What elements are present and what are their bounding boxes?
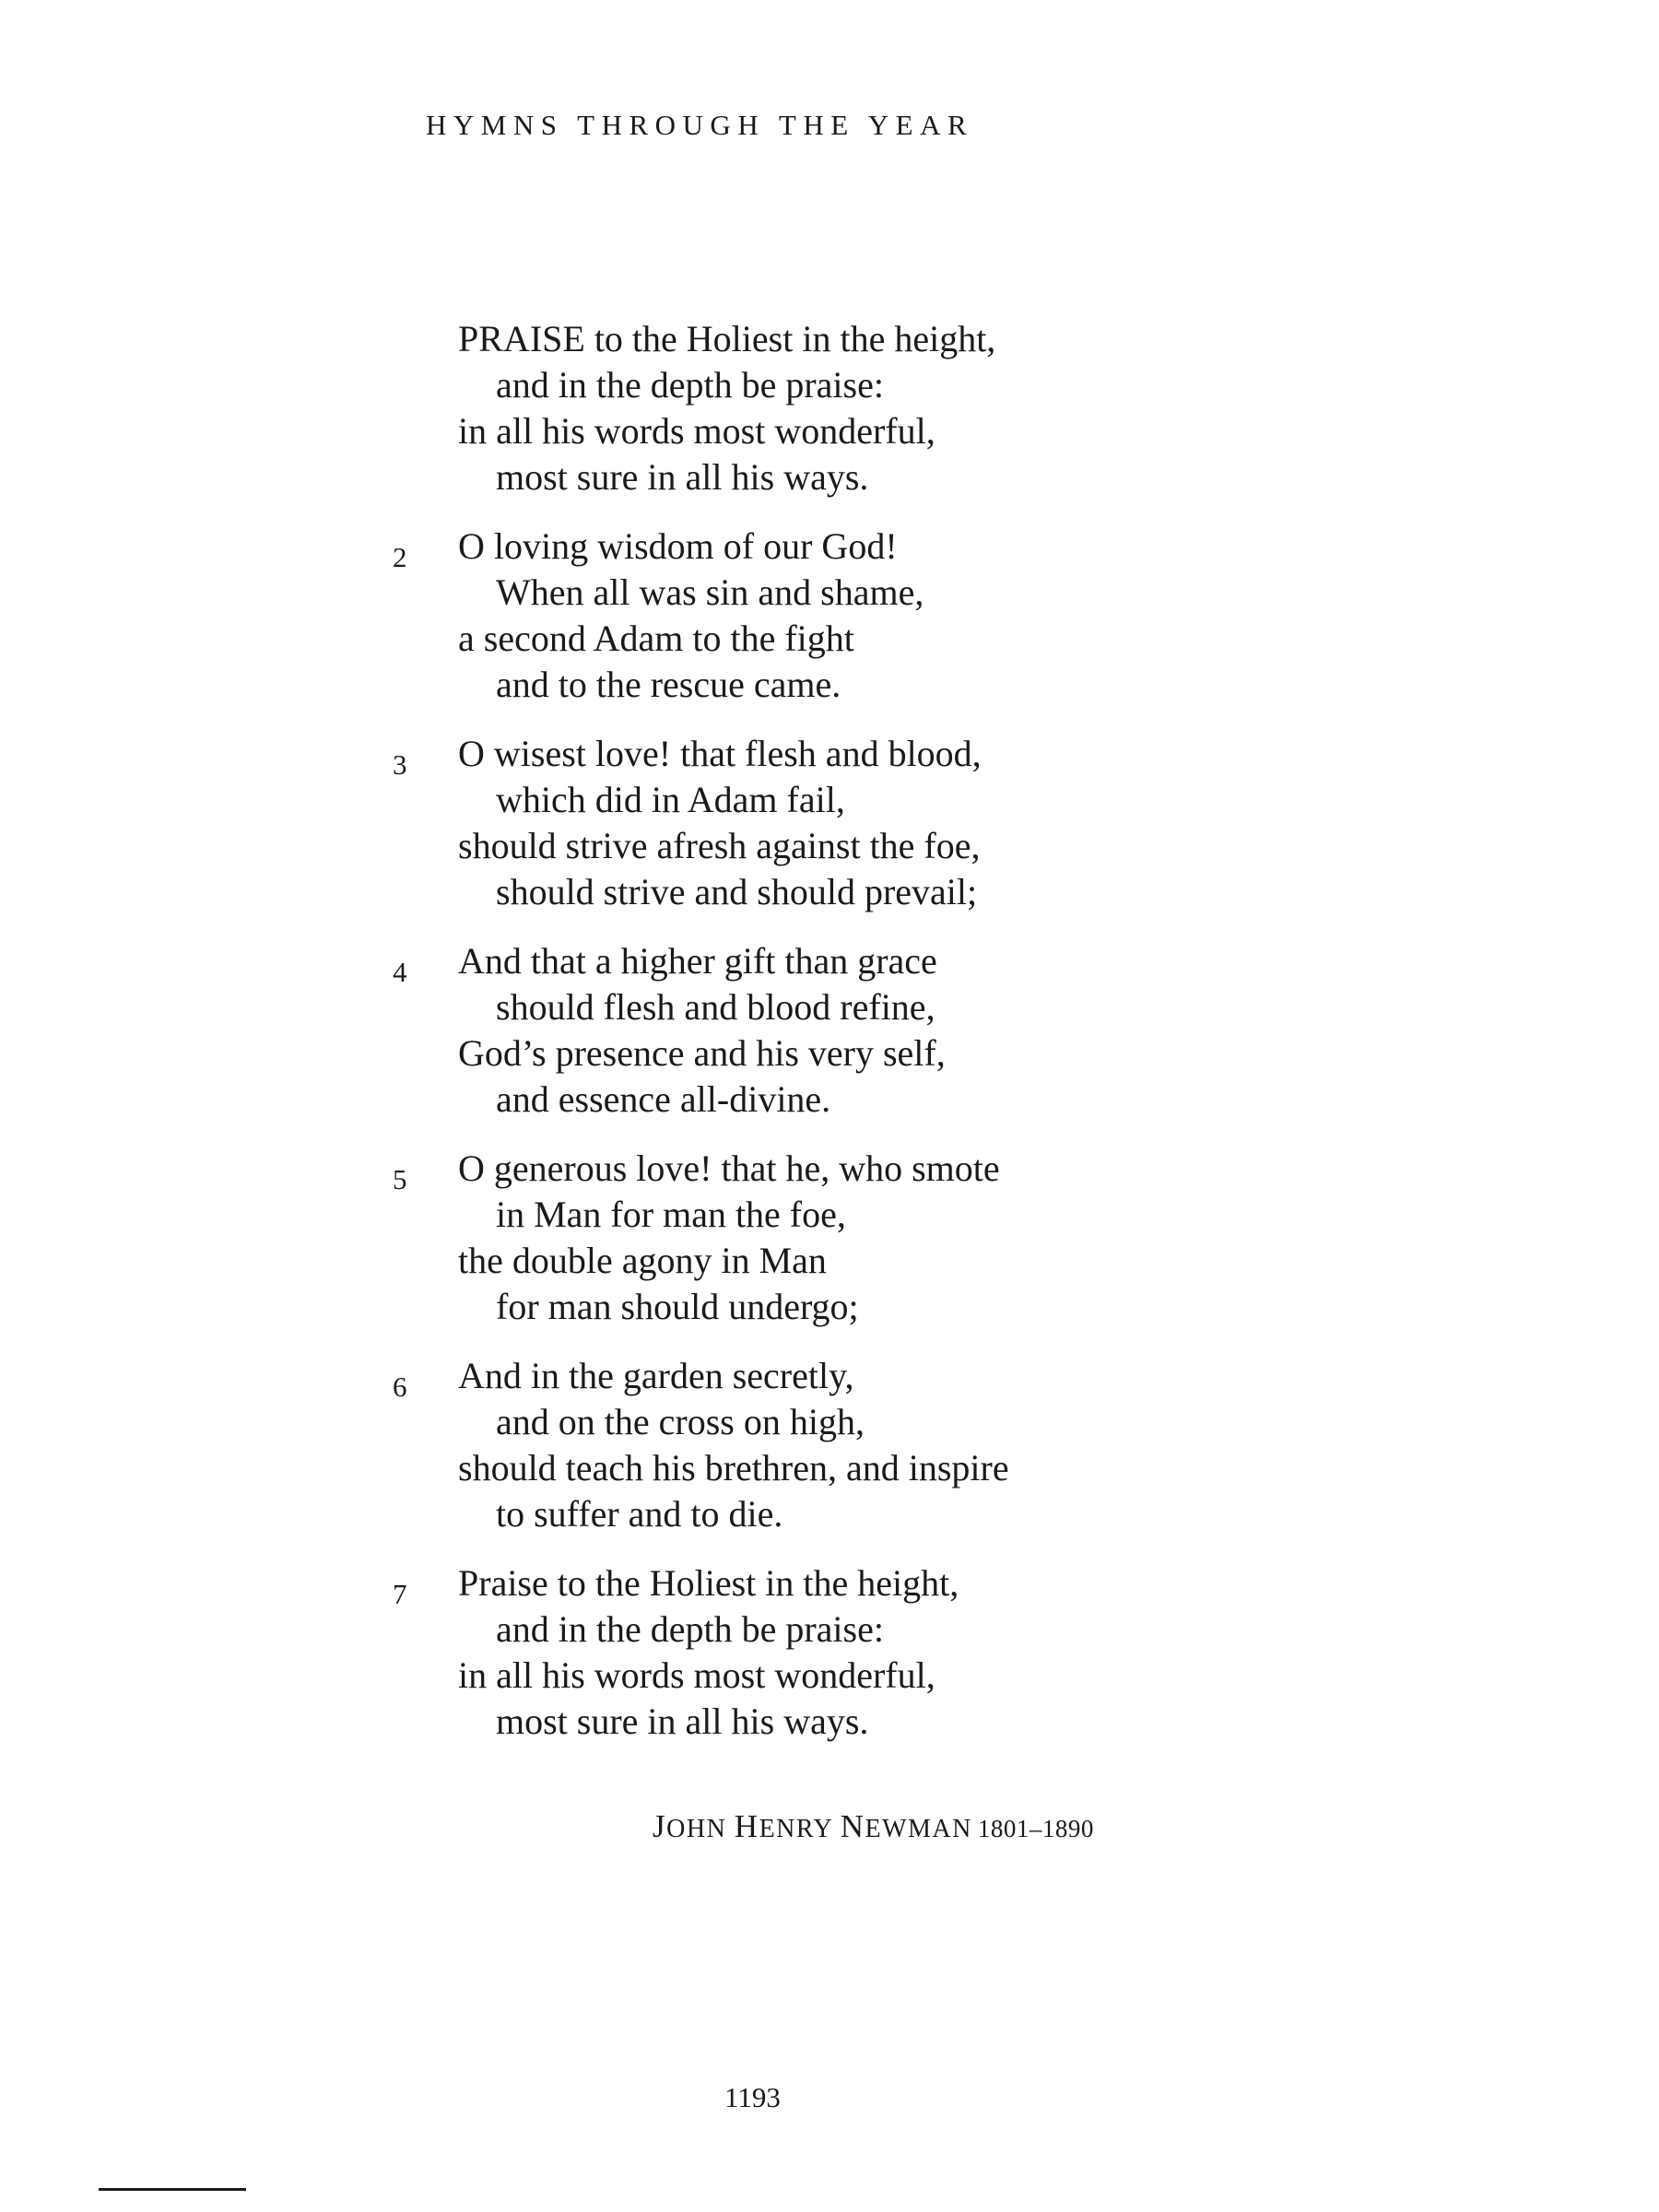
verse-line: should flesh and blood refine, bbox=[496, 986, 935, 1028]
verse-line: most sure in all his ways. bbox=[496, 1700, 869, 1742]
author-name bbox=[653, 1808, 972, 1844]
verse-line: and in the depth be praise: bbox=[496, 1608, 884, 1650]
verse-line: a second Adam to the fight bbox=[458, 618, 854, 659]
verse-number: 5 bbox=[393, 1163, 407, 1195]
author-first-initial: J bbox=[653, 1808, 667, 1844]
verse-line: for man should undergo; bbox=[496, 1286, 859, 1327]
verse-line: and to the rescue came. bbox=[496, 664, 841, 705]
footer-rule bbox=[99, 2188, 246, 2191]
verse-line bbox=[458, 316, 1659, 362]
verse-line: God’s presence and his very self, bbox=[458, 1032, 946, 1074]
verse-5 bbox=[0, 1146, 1659, 1330]
verse-line: O loving wisdom of our God! bbox=[458, 525, 898, 567]
verse-number: 3 bbox=[393, 748, 407, 781]
verse-line: in Man for man the foe, bbox=[496, 1194, 846, 1235]
verse-7 bbox=[0, 1560, 1659, 1745]
verse-line: and essence all-divine. bbox=[496, 1078, 831, 1120]
verse-line: which did in Adam fail, bbox=[496, 779, 845, 820]
page-number: 1193 bbox=[724, 2081, 781, 2113]
author-first-rest: OHN bbox=[666, 1815, 727, 1843]
verse-line: Praise to the Holiest in the height, bbox=[458, 1562, 959, 1604]
verse-2 bbox=[0, 524, 1659, 708]
verse-line: in all his words most wonderful, bbox=[458, 410, 935, 452]
author-middle-rest: ENRY bbox=[759, 1815, 833, 1843]
author-dates: 1801–1890 bbox=[977, 1815, 1094, 1842]
verse-line: and on the cross on high, bbox=[496, 1401, 865, 1442]
verse-line: O generous love! that he, who smote bbox=[458, 1147, 1000, 1189]
verse-line: to suffer and to die. bbox=[496, 1493, 783, 1535]
verse-line: should strive and should prevail; bbox=[496, 871, 978, 912]
author-attribution bbox=[653, 1808, 1094, 1845]
verse-6 bbox=[0, 1353, 1659, 1537]
author-last-initial: N bbox=[840, 1808, 865, 1844]
hymn-text bbox=[0, 316, 1659, 1768]
running-head: HYMNS THROUGH THE YEAR bbox=[426, 109, 974, 141]
verse-number: 7 bbox=[393, 1578, 407, 1610]
verse-number: 6 bbox=[393, 1371, 407, 1403]
verse-line: should strive afresh against the foe, bbox=[458, 825, 981, 866]
verse-line: and in the depth be praise: bbox=[496, 364, 884, 406]
verse-number: 2 bbox=[393, 541, 407, 573]
verse-number: 4 bbox=[393, 956, 407, 988]
author-last-rest: EWMAN bbox=[865, 1815, 972, 1843]
author-middle-initial: H bbox=[734, 1808, 759, 1844]
verse-line: should teach his brethren, and inspire bbox=[458, 1447, 1009, 1488]
verse-line: And that a higher gift than grace bbox=[458, 940, 937, 982]
verse-line: O wisest love! that flesh and blood, bbox=[458, 733, 982, 774]
verse-line: most sure in all his ways. bbox=[496, 456, 869, 498]
verse-line: in all his words most wonderful, bbox=[458, 1654, 935, 1696]
verse-line: And in the garden secretly, bbox=[458, 1355, 854, 1396]
verse-line-text: to the Holiest in the height, bbox=[584, 318, 996, 359]
verse-1 bbox=[0, 316, 1659, 500]
verse-3 bbox=[0, 731, 1659, 915]
verse-4 bbox=[0, 938, 1659, 1123]
verse-line: When all was sin and shame, bbox=[496, 571, 924, 613]
verse-opening-word: PRAISE bbox=[458, 318, 585, 359]
verse-line: the double agony in Man bbox=[458, 1240, 827, 1281]
